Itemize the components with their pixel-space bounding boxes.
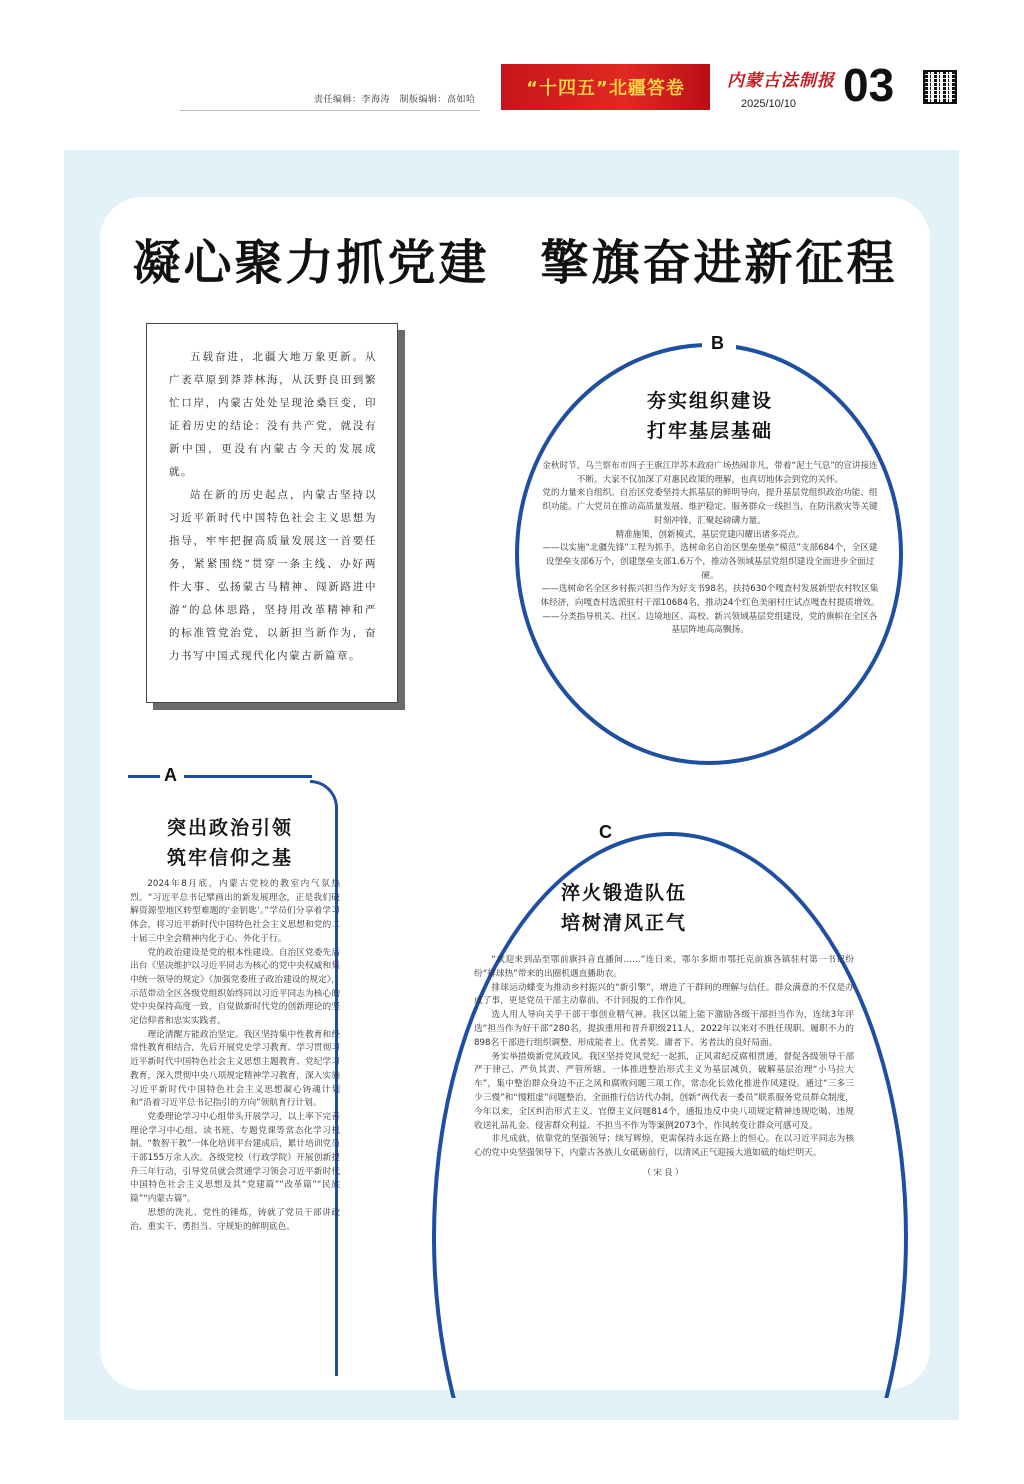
section-a-title [130,813,330,873]
section-b-title [580,386,840,446]
section-c-paragraph: 非凡成就，依靠党的坚强领导；续写辉煌，更需保持永远在路上的恒心。在以习近平同志为核心的党中央坚强领导下，内蒙古各族儿女砥砺前行，以清风正气迎接大道如砥的灿烂明天。 [474,1134,854,1159]
section-a-paragraph: 理论清醒方能政治坚定。我区坚持集中性教育和经常性教育相结合，先后开展党史学习教育、学习贯彻习近平新时代中国特色社会主义思想主题教育、党纪学习教育，深入贯彻中央八项规定精神学习教育，深入实施习近平新时代中国特色社会主义思想凝心铸魂计划和“沿着习近平总书记指引的方向”领航育行计划。 [130,1029,340,1109]
section-c-paragraph: 务实举措焕新党风政风。我区坚持党风党纪一起抓，正风肃纪反腐相贯通，督促各级领导干部严于律己、严负其责、严管所辖。一体推进整治形式主义为基层减负，破解基层治理“小马拉大车”，集中整治群众身边不正之风和腐败问题三项工作，常态化长效化推进作风建设。通过“三多三少三慢”和“慢粗虚”问题整治，全面推行信访代办制，创新“两代表一委员”联系服务党员群众制度，今年以来，全区纠治形式主义、官僚主义问题814个，通报违反中央八项规定精神违规吃喝、违规收送礼品礼金、侵害群众利益、不担当不作为等案例2073个，作风转变让群众可感可及。 [474,1051,854,1131]
column-banner: “十四五”北疆答卷 [501,64,710,110]
section-b-paragraph: 金秋时节，乌兰察布市四子王旗江岸苏木政府广场热闹非凡，带着“泥土气息”的宣讲接连不断。大家不仅加深了对惠民政策的理解，也真切地体会到党的关怀。 [542,461,878,485]
section-b-title-line1: 夯实组织建设 [646,390,773,412]
section-a-marker: A [164,765,177,785]
section-c-title-line2: 培树清风正气 [560,912,687,934]
section-b-body [540,460,880,638]
section-a-paragraph: 2024年8月底，内蒙古党校的教室内气氛热烈。“习近平总书记擘画出的新发展理念，正是我们破解资源型地区转型难题的‘金钥匙’。”学员们分享着学习体会，将习近平新时代中国特色社会主义思想和党的二十届三中全会精神内化于心、外化于行。 [130,879,340,944]
intro-box [146,323,398,703]
section-a-paragraph: 党委理论学习中心组带头开展学习，以上率下完善理论学习中心组、读书班、专题党课等常态化学习机制。“数智干教”一体化培训平台建成后，累计培训党员干部155万余人次。各级党校（行政学院）开展创新提升三年行动，引导党员就会贯通学习领会习近平新时代中国特色社会主义思想及其“党建篇”“改革篇”“民族篇”“内蒙古篇”。 [130,1111,340,1205]
section-c-title-line1: 淬火锻造队伍 [560,882,687,904]
section-a-rule-left [128,775,160,778]
newspaper-logo: 内蒙古法制报 [727,71,835,91]
author-signature: （宋良） [642,1167,686,1178]
editors-credit: 责任编辑：李海涛 制版编辑：高如哈 [314,95,476,105]
section-c-paragraph: 排球运动蝶变为推动乡村振兴的“新引擎”，增进了干群间的理解与信任。群众满意的不仅是办成了事，更是党员干部主动靠前、不计回报的工作作风。 [474,982,854,1007]
page-title: 凝心聚力抓党建 擎旗奋进新征程 [132,235,898,291]
section-a-title-line2: 筑牢信仰之基 [166,847,293,869]
section-c-marker: C [599,822,612,842]
header-divider [180,110,480,111]
section-a-title-line1: 突出政治引领 [166,817,293,839]
qr-code-icon[interactable] [923,70,957,104]
issue-date: 2025/10/10 [741,98,797,110]
section-a-paragraph: 思想的洗礼、党性的锤炼，铸就了党员干部讲政治、重实干、勇担当、守规矩的鲜明底色。 [130,1207,340,1232]
section-b-paragraph: 精准施策，创新模式，基层党建闪耀出诸多亮点。 [615,529,805,540]
section-b-paragraph: 党的力量来自组织。自治区党委坚持大抓基层的鲜明导向，提升基层党组织政治功能、组织功能。广大党员在推动高质量发展、维护稳定、服务群众一线担当，在防汛救灾等关键时刻冲锋，汇聚起磅礴力量。 [542,488,878,526]
section-b-title-line2: 打牢基层基础 [646,420,773,442]
page-number: 03 [843,59,895,111]
section-b-paragraph: ——选树命名全区乡村振兴担当作为好支书98名，扶持630个嘎查村发展新型农村牧区集体经济，向嘎查村选派驻村干部10684名，推动24个红色美丽村庄试点嘎查村提质增效。 [540,584,880,609]
intro-paragraph: 五载奋进，北疆大地万象更新。从广袤草原到莽莽林海，从沃野良田到繁忙口岸，内蒙古处处呈现沧桑巨变，印证着历史的结论：没有共产党，就没有新中国，更没有内蒙古今天的发展成就。 [169,351,377,478]
intro-paragraph: 站在新的历史起点，内蒙古坚持以习近平新时代中国特色社会主义思想为指导，牢牢把握高质量发展这一首要任务，紧紧围绕“贯穿一条主线、办好两件大事、弘扬蒙古马精神、闯新路进中游”的总体思路，坚持用改革精神和严的标准管党治党，以新担当新作为，奋力书写中国式现代化内蒙古新篇章。 [169,489,377,662]
section-a-rule-right [184,775,312,778]
section-a-body [130,878,340,1234]
section-c-body [474,954,854,1181]
section-b-paragraph: ——以实施“北疆先锋”工程为抓手，选树命名自治区堡垒堡垒“模范”支部684个，全区建设堡垒支部6万个，创建堡垒支部1.6万个，推动各领域基层党组织建设全面进步全面过硬。 [542,543,878,581]
section-c-title [494,878,754,938]
section-b-marker: B [711,333,724,353]
section-b-paragraph: ——分类指导机关、社区、边境地区、高校、新兴领域基层党组建设，党的旗帜在全区各基层阵地高高飘扬。 [542,611,878,636]
section-a-paragraph: 党的政治建设是党的根本性建设。自治区党委先后出台《坚决维护以习近平同志为核心的党中央权威和集中统一领导的规定》《加强党委班子政治建设的规定》，示范带动全区各级党组织始终同以习近平同志为核心的党中央保持高度一致，自觉做新时代党的创新理论的坚定信仰者和忠实实践者。 [130,947,340,1027]
section-c-paragraph: 选人用人导向关乎干部干事创业精气神。我区以能上能下激励各级干部担当作为，连续3年评选“担当作为好干部”280名，提拔重用和晋升职级211人，2022年以来对不胜任现职、履职不力的898名干部进行组织调整，形成能者上、优者奖、庸者下、劣者汰的良好局面。 [474,1010,854,1048]
section-c-paragraph: “欢迎来到品至鄂前旗抖音直播间……”连日来，鄂尔多斯市鄂托克前旗各镇驻村第一书记纷纷“排球热”带来的出圈机遇直播助农。 [474,955,854,979]
